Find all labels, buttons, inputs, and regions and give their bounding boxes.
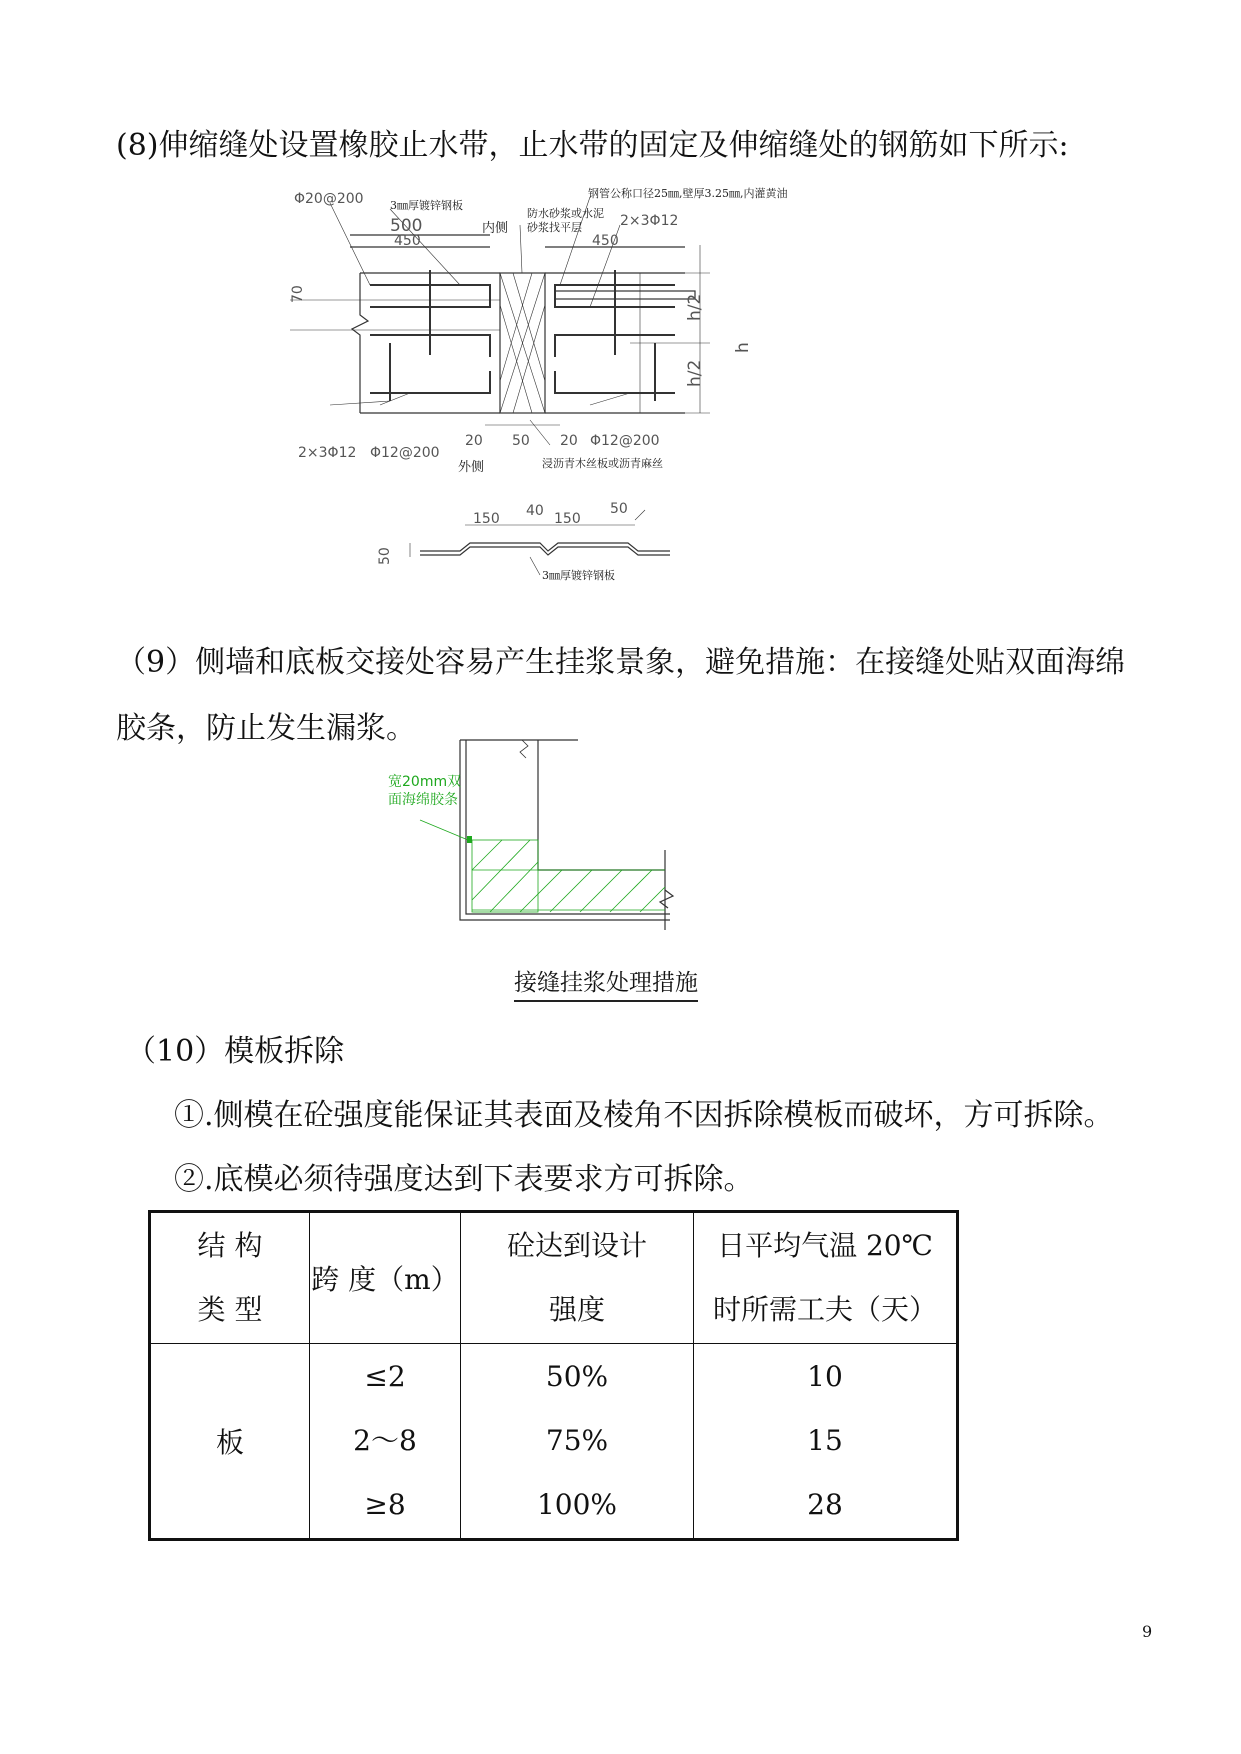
table-row-span: ≥8	[364, 1488, 406, 1521]
table-row-days: 15	[807, 1424, 843, 1457]
header-days: 日平均气温 20℃ 时所需工夫（天）	[694, 1212, 958, 1344]
span-column	[310, 1344, 461, 1540]
label-2x3phi12-top: 2×3Φ12	[620, 213, 679, 229]
sponge-label-line-1: 宽20mm双	[388, 774, 462, 790]
item-1: ①.侧模在砼强度能保证其表面及棱角不因拆除模板而破坏，方可拆除。	[174, 1098, 1114, 1133]
expansion-joint-figure	[290, 187, 788, 605]
header-strength: 砼达到设计 强度	[461, 1212, 694, 1344]
figure-caption: 接缝挂浆处理措施	[514, 968, 698, 1002]
dim-150-right: 150	[554, 511, 581, 527]
label-plate-top: 3㎜厚镀锌钢板	[390, 199, 463, 212]
dim-h2-bottom: h/2	[685, 359, 705, 387]
paragraph-10: （10）模板拆除	[126, 1034, 345, 1069]
item-2: ②.底模必须待强度达到下表要求方可拆除。	[174, 1162, 754, 1197]
label-plate-bottom: 3㎜厚镀锌钢板	[542, 569, 615, 582]
dim-50-side: 50	[377, 547, 393, 565]
label-phi12-right: Φ12@200	[590, 433, 660, 449]
grout-leak-figure	[370, 740, 690, 940]
label-2x3phi12-bottom: 2×3Φ12	[298, 445, 357, 461]
paragraph-8: (8)伸缩缝处设置橡胶止水带，止水带的固定及伸缩缝处的钢筋如下所示:	[116, 128, 1069, 163]
label-mortar-1: 防水砂浆或水泥	[527, 207, 604, 220]
table-row-days: 10	[807, 1360, 843, 1393]
table-row-days: 28	[807, 1488, 843, 1521]
dim-150-left: 150	[473, 511, 500, 527]
page-number: 9	[1142, 1622, 1153, 1641]
dim-50-top: 50	[610, 501, 628, 517]
table-row-strength: 100%	[536, 1488, 618, 1521]
dim-450-right: 450	[592, 233, 619, 249]
header-span: 跨 度（m）	[310, 1212, 461, 1344]
table-row-span: ≤2	[364, 1360, 406, 1393]
label-phi12-left: Φ12@200	[370, 445, 440, 461]
dim-40: 40	[526, 503, 544, 519]
dim-20-left: 20	[465, 433, 483, 449]
label-pipe: 钢管公称口径25㎜,壁厚3.25㎜,内灌黄油	[588, 187, 788, 200]
label-mortar-2: 砂浆找平层	[527, 221, 582, 234]
dim-450-left: 450	[394, 233, 421, 249]
label-inner: 内侧	[482, 221, 509, 236]
days-column	[694, 1344, 958, 1540]
dim-h2-top: h/2	[685, 293, 705, 321]
dim-20-right: 20	[560, 433, 578, 449]
header-type: 结 构 类 型	[150, 1212, 310, 1344]
dim-50: 50	[512, 433, 530, 449]
table-row-span: 2～8	[353, 1424, 417, 1457]
paragraph-9-line-1: （9）侧墙和底板交接处容易产生挂浆景象，避免措施：在接缝处贴双面海绵	[116, 645, 1126, 680]
strength-column	[461, 1344, 694, 1540]
sponge-label-line-2: 面海绵胶条	[388, 792, 458, 808]
label-outer: 外侧	[458, 460, 485, 475]
dim-h: h	[733, 342, 753, 353]
dim-500: 500	[390, 216, 423, 236]
type-value: 板	[150, 1344, 310, 1540]
label-asphalt: 浸沥青木丝板或沥青麻丝	[542, 457, 663, 470]
dim-70: 70	[290, 285, 306, 303]
table-row-strength: 75%	[545, 1424, 609, 1457]
paragraph-9-line-2: 胶条，防止发生漏浆。	[116, 711, 416, 746]
label-phi20: Φ20@200	[294, 191, 364, 207]
table-row-strength: 50%	[545, 1360, 609, 1393]
formwork-removal-table	[148, 1210, 959, 1541]
